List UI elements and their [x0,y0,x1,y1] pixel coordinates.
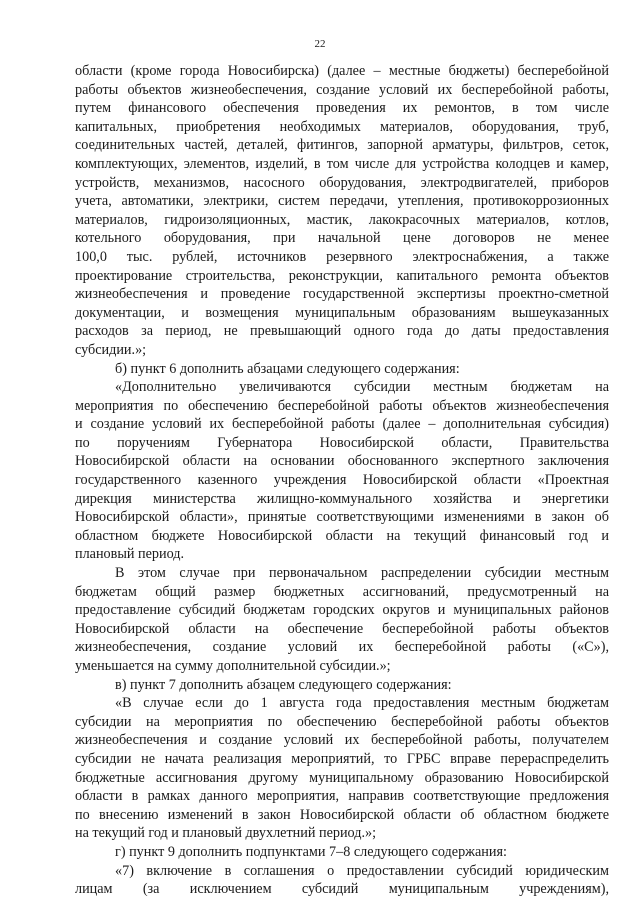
text-line: в) пункт 7 дополнить абзацем следующего содержания: [115,676,452,693]
text-line: соединительных частей, деталей, фитингов, запорной арматуры, фильтров, сеток, [75,137,609,154]
text-line: мероприятия по обеспечению бесперебойной работы объектов жизнеобеспечения [75,397,609,414]
text-line: государственного казенного учреждения Новосибирской области «Проектная [75,472,609,489]
text-line: бюджетам общий размер бюджетных ассигнований, предусмотренный на [75,583,609,600]
text-line: по внесению изменений в закон Новосибирской области об областном бюджете [75,806,609,823]
text-line: б) пункт 6 дополнить абзацами следующего содержания: [115,360,460,377]
text-line: бюджетные ассигнования другому муниципальному образованию Новосибирской [75,769,609,786]
text-line: жизнеобеспечения и проведение государственной экспертизы проектно-сметной [75,286,609,303]
text-line: «Дополнительно увеличиваются субсидии местным бюджетам на [115,379,609,396]
text-line: по поручениям Губернатора Новосибирской области, Правительства [75,434,609,451]
paragraph-subitem-7 [75,862,609,899]
text-line: субсидии.»; [75,341,147,358]
text-line: жизнеобеспечения и создание условий их бесперебойной работы, получателем [75,732,609,749]
text-line: субсидии на мероприятия по обеспечению бесперебойной работы объектов [75,713,609,730]
text-line: субсидии не начата реализация мероприятий, то ГРБС вправе перераспределить [75,750,609,767]
document-body [75,62,609,899]
text-line: документации, и возмещения муниципальным образованиям вышеуказанных [75,304,609,321]
text-line: дирекция министерства жилищно-коммунального хозяйства и энергетики [75,490,609,507]
text-line: проектирование строительства, реконструкции, капитального ремонта объектов [75,267,609,284]
text-line: Новосибирской области на обеспечение бесперебойной работы объектов [75,620,609,637]
text-line: г) пункт 9 дополнить подпунктами 7–8 следующего содержания: [115,843,507,860]
paragraph-item-g [75,843,609,862]
text-line: области в рамках данного мероприятия, направив соответствующие предложения [75,788,609,805]
text-line: областном бюджете Новосибирской области на текущий финансовый год и [75,527,609,544]
paragraph-item-b [75,360,609,379]
text-line: Новосибирской области», принятые соответствующими изменениями в закон об [75,509,609,526]
text-line: 100,0 тыс. рублей, источников резервного электроснабжения, а также [75,248,609,265]
text-line: капитальных, приобретения необходимых материалов, оборудования, труб, [75,118,609,135]
paragraph-initial-distribution [75,564,609,676]
paragraph-august-deadline [75,694,609,843]
text-line: Новосибирской области на основании обоснованного экспертного заключения [75,453,609,470]
text-line: расходов за период, не превышающий одного года до даты предоставления [75,323,609,340]
text-line: на текущий год и плановый двухлетний период.»; [75,825,377,842]
paragraph-continuation [75,62,609,360]
text-line: «7) включение в соглашения о предоставлении субсидий юридическим [115,862,609,879]
text-line: жизнеобеспечения, создание условий их бесперебойной работы («С»), [75,639,609,656]
text-line: устройств, механизмов, насосного оборудования, электродвигателей, приборов [75,174,609,191]
text-line: путем финансового обеспечения проведения их ремонтов, в том числе [75,100,609,117]
text-line: В этом случае при первоначальном распределении субсидии местным [115,565,609,582]
text-line: уменьшается на сумму дополнительной субсидии.»; [75,658,391,674]
paragraph-item-v [75,676,609,695]
text-line: предоставление субсидий бюджетам городских округов и муниципальных районов [75,602,609,619]
paragraph-additional-subsidy [75,378,609,564]
text-line: плановый период. [75,546,185,563]
text-line: области (кроме города Новосибирска) (далее – местные бюджеты) бесперебойной [75,63,609,79]
text-line: «В случае если до 1 августа года предоставления местным бюджетам [115,695,609,712]
page-number: 22 [314,38,326,50]
text-line: учета, автоматики, электрики, систем передачи, утепления, противокоррозионных [75,193,609,210]
text-line: комплектующих, элементов, изделий, в том числе для устройства колодцев и камер, [75,155,609,172]
text-line: лицам (за исключением субсидий муниципальным учреждениям), [75,881,609,898]
text-line: работы объектов жизнеобеспечения, создание условий их бесперебойной работы, [75,81,609,98]
text-line: котельного оборудования, при начальной цене договоров не менее [75,230,609,247]
text-line: и создание условий их бесперебойной работы (далее – дополнительная субсидия) [75,416,609,433]
text-line: материалов, гидроизоляционных, мастик, лакокрасочных материалов, котлов, [75,211,609,228]
